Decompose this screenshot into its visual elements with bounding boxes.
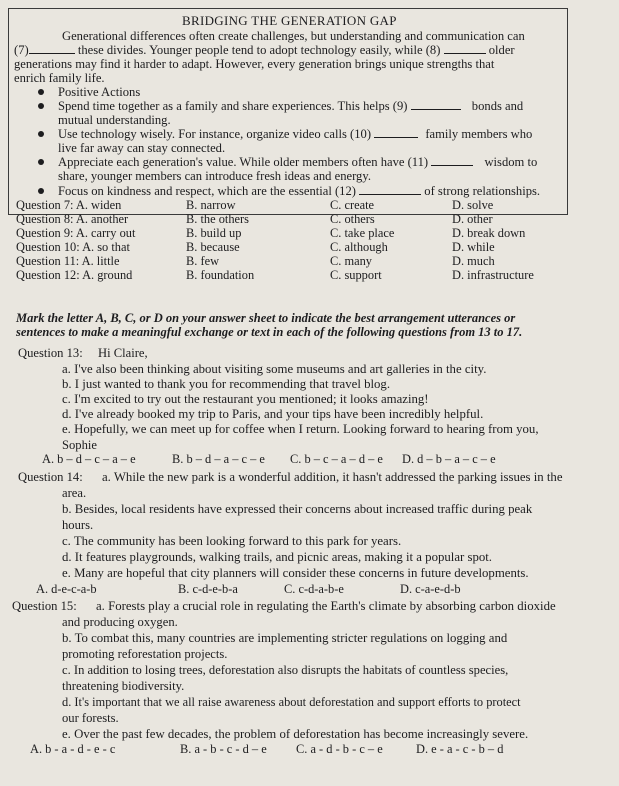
q13-item-d: d. I've already booked my trip to Paris, and your tips have been incredibly helpful. [62,407,484,421]
q7-label: Question 7: A. widen [16,198,122,212]
bullet-item: Focus on kindness and respect, which are the essential (12) of strong relationships. [58,184,541,198]
q14-item-b: b. Besides, local residents have expressed their concerns about increased traffic during peak [62,502,533,516]
q14-item-d: d. It features playgrounds, walking trails, and picnic areas, making it a popular spot. [62,550,493,564]
q15-item-a-cont: and producing oxygen. [62,615,178,629]
bullet-heading: Positive Actions [58,85,141,99]
q13-label: Question 13: [18,346,83,360]
q14-option-a: A. d-e-c-a-b [36,582,97,596]
passage-line: Generational differences often create challenges, but understanding and communication can [62,29,525,43]
bullet-continuation: live far away can stay connected. [58,141,226,155]
q14-option-c: C. c-d-a-b-e [284,582,344,596]
q7-option-d: D. solve [452,198,494,212]
q9-option-b: B. build up [186,226,242,240]
q8-label: Question 8: A. another [16,212,129,226]
q13-option-a: A. b – d – c – a – e [42,452,136,466]
q9-option-c: C. take place [330,226,395,240]
q15-option-a: A. b - a - d - e - c [30,742,116,756]
q12-option-d: D. infrastructure [452,268,534,282]
q7-option-b: B. narrow [186,198,236,212]
q13-signature: Sophie [62,438,97,452]
q11-option-d: D. much [452,254,495,268]
q15-label: Question 15: [12,599,77,613]
passage-title: BRIDGING THE GENERATION GAP [182,13,397,28]
q14-item-b-cont: hours. [62,518,94,532]
q9-option-d: D. break down [452,226,526,240]
q12-option-c: C. support [330,268,382,282]
q13-option-d: D. d – b – a – c – e [402,452,496,466]
q13-item-a: a. I've also been thinking about visiting some museums and art galleries in the city. [62,362,487,376]
q9-label: Question 9: A. carry out [16,226,136,240]
q12-option-b: B. foundation [186,268,255,282]
passage-line: (7) these divides. Younger people tend to adopt technology easily, while (8) older [14,43,515,57]
q15-item-d: d. It's important that we all raise awareness about deforestation and support efforts to protect [62,695,521,709]
q14-item-a: a. While the new park is a wonderful addition, it hasn't addressed the parking issues in the [102,470,563,484]
q12-label: Question 12: A. ground [16,268,133,282]
q8-option-b: B. the others [186,212,249,226]
q14-option-d: D. c-a-e-d-b [400,582,461,596]
q8-option-d: D. other [452,212,493,226]
q14-option-b: B. c-d-e-b-a [178,582,238,596]
q8-option-c: C. others [330,212,375,226]
q10-option-c: C. although [330,240,388,254]
q13-item-e: e. Hopefully, we can meet up for coffee when I return. Looking forward to hearing from you, [62,422,539,436]
q10-option-d: D. while [452,240,495,254]
q13-option-b: B. b – d – a – c – e [172,452,265,466]
q11-label: Question 11: A. little [16,254,120,268]
q14-item-c: c. The community has been looking forward to this park for years. [62,534,402,548]
q10-option-b: B. because [186,240,240,254]
q13-item-b: b. I just wanted to thank you for recommending that travel blog. [62,377,391,391]
q15-option-b: B. a - b - c - d – e [180,742,267,756]
q10-label: Question 10: A. so that [16,240,130,254]
instruction-line: sentences to make a meaningful exchange or text in each of the following questions from 13 to 17. [16,325,523,339]
bullet-continuation: share, younger members can introduce fresh ideas and energy. [58,169,371,183]
instruction-line: Mark the letter A, B, C, or D on your answer sheet to indicate the best arrangement utterances or [16,311,516,325]
q15-item-c: c. In addition to losing trees, deforestation also disrupts the habitats of countless species, [62,663,509,677]
q14-item-e: e. Many are hopeful that city planners will consider these concerns in future developments. [62,566,529,580]
bullet-item: Spend time together as a family and share experiences. This helps (9) bonds and [58,99,524,113]
q15-option-d: D. e - a - c - b – d [416,742,504,756]
bullet-item: Appreciate each generation's value. While older members often have (11) wisdom to [58,155,538,169]
q14-label: Question 14: [18,470,83,484]
q13-item-c: c. I'm excited to try out the restaurant you mentioned; it looks amazing! [62,392,429,406]
passage-line: enrich family life. [14,71,105,85]
q15-item-c-cont: threatening biodiversity. [62,679,185,693]
q11-option-b: B. few [186,254,220,268]
q15-item-b-cont: promoting reforestation projects. [62,647,228,661]
q13-greeting: Hi Claire, [98,346,148,360]
passage-line: generations may find it harder to adapt. However, every generation brings unique strengths that [14,57,495,71]
q15-item-d-cont: our forests. [62,711,119,725]
q11-option-c: C. many [330,254,372,268]
q15-option-c: C. a - d - b - c – e [296,742,383,756]
bullet-continuation: mutual understanding. [58,113,171,127]
q13-option-c: C. b – c – a – d – e [290,452,383,466]
q14-item-a-cont: area. [62,486,87,500]
q15-item-e: e. Over the past few decades, the problem of deforestation has become increasingly severe. [62,727,529,741]
q15-item-a: a. Forests play a crucial role in regulating the Earth's climate by absorbing carbon dioxide [96,599,556,613]
q15-item-b: b. To combat this, many countries are implementing stricter regulations on logging and [62,631,508,645]
bullet-item: Use technology wisely. For instance, organize video calls (10) family members who [58,127,533,141]
q7-option-c: C. create [330,198,375,212]
